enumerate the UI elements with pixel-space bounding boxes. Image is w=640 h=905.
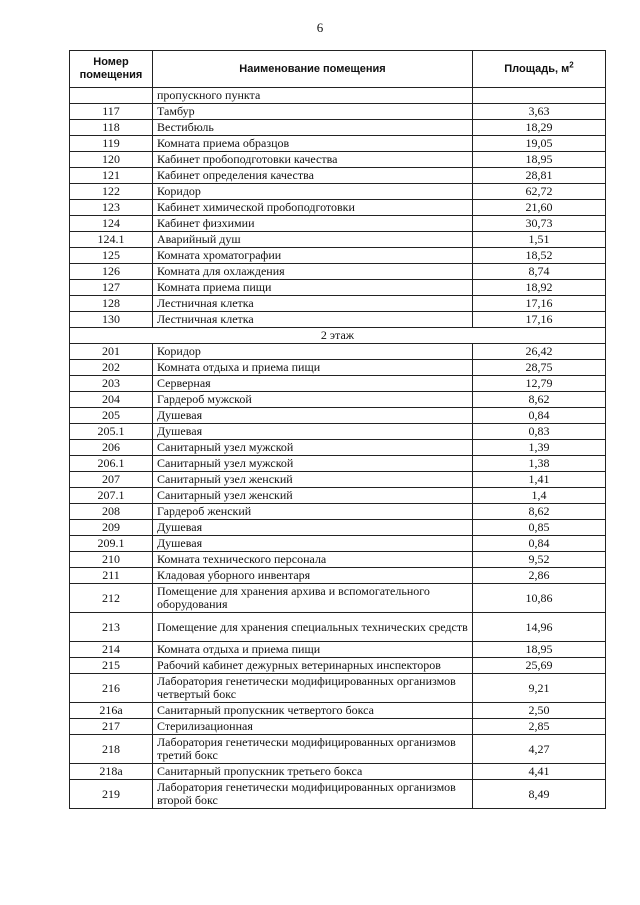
floor-section-row	[70, 328, 606, 344]
room-area-cell: 17,16	[473, 312, 606, 328]
table-row	[70, 488, 606, 504]
room-name-cell: Комната технического персонала	[153, 552, 473, 568]
table-row	[70, 344, 606, 360]
table-row	[70, 642, 606, 658]
table-row	[70, 360, 606, 376]
room-name-cell: Санитарный узел женский	[153, 488, 473, 504]
room-name-cell: Рабочий кабинет дежурных ветеринарных инспекторов	[153, 658, 473, 674]
room-area-cell: 10,86	[473, 584, 606, 613]
room-name-cell: Коридор	[153, 344, 473, 360]
table-row	[70, 613, 606, 642]
room-area-cell: 4,27	[473, 735, 606, 764]
table-row	[70, 703, 606, 719]
table-row	[70, 200, 606, 216]
room-name-cell: Душевая	[153, 520, 473, 536]
room-area-cell: 17,16	[473, 296, 606, 312]
room-name-cell: Комната приема образцов	[153, 136, 473, 152]
room-number-cell: 205	[70, 408, 153, 424]
table-row	[70, 376, 606, 392]
room-name-cell: Лаборатория генетически модифицированных организмов третий бокс	[153, 735, 473, 764]
room-area-cell: 18,95	[473, 642, 606, 658]
room-number-cell: 218	[70, 735, 153, 764]
room-number-cell: 202	[70, 360, 153, 376]
room-number-cell: 130	[70, 312, 153, 328]
room-number-cell: 215	[70, 658, 153, 674]
room-number-cell: 201	[70, 344, 153, 360]
room-name-cell: Помещение для хранения архива и вспомогательного оборудования	[153, 584, 473, 613]
room-area-cell: 8,62	[473, 504, 606, 520]
room-number-cell: 207.1	[70, 488, 153, 504]
room-name-cell: Кабинет химической пробоподготовки	[153, 200, 473, 216]
room-name-cell: Гардероб мужской	[153, 392, 473, 408]
table-row	[70, 520, 606, 536]
rooms-table	[69, 50, 606, 809]
room-name-cell: Санитарный пропускник третьего бокса	[153, 764, 473, 780]
table-row	[70, 296, 606, 312]
room-name-cell: Санитарный пропускник четвертого бокса	[153, 703, 473, 719]
room-name-cell: Серверная	[153, 376, 473, 392]
table-row	[70, 658, 606, 674]
room-number-cell: 205.1	[70, 424, 153, 440]
room-number-cell: 218а	[70, 764, 153, 780]
header-area	[473, 51, 606, 88]
room-name-cell: Душевая	[153, 536, 473, 552]
room-name-cell: Комната отдыха и приема пищи	[153, 642, 473, 658]
floor-2-title: 2 этаж	[70, 328, 606, 344]
room-number-cell: 208	[70, 504, 153, 520]
room-area-cell: 9,52	[473, 552, 606, 568]
table-row	[70, 216, 606, 232]
table-row	[70, 408, 606, 424]
table-row	[70, 440, 606, 456]
room-area-cell: 2,50	[473, 703, 606, 719]
continuation-area-cell	[473, 88, 606, 104]
room-number-cell: 209	[70, 520, 153, 536]
room-number-cell: 123	[70, 200, 153, 216]
room-area-cell: 9,21	[473, 674, 606, 703]
room-name-cell: Кладовая уборного инвентаря	[153, 568, 473, 584]
room-area-cell: 0,84	[473, 536, 606, 552]
table-row	[70, 168, 606, 184]
room-number-cell: 127	[70, 280, 153, 296]
room-area-cell: 18,52	[473, 248, 606, 264]
table-row	[70, 184, 606, 200]
room-number-cell: 209.1	[70, 536, 153, 552]
room-number-cell: 216а	[70, 703, 153, 719]
room-number-cell: 117	[70, 104, 153, 120]
room-number-cell: 207	[70, 472, 153, 488]
room-area-cell: 1,38	[473, 456, 606, 472]
room-number-cell: 124.1	[70, 232, 153, 248]
room-name-cell: Душевая	[153, 408, 473, 424]
room-number-cell: 124	[70, 216, 153, 232]
table-row	[70, 780, 606, 809]
table-row	[70, 312, 606, 328]
room-area-cell: 25,69	[473, 658, 606, 674]
room-area-cell: 18,92	[473, 280, 606, 296]
room-area-cell: 26,42	[473, 344, 606, 360]
room-number-cell: 203	[70, 376, 153, 392]
room-name-cell: Санитарный узел женский	[153, 472, 473, 488]
room-area-cell: 18,29	[473, 120, 606, 136]
table-row	[70, 248, 606, 264]
room-area-cell: 21,60	[473, 200, 606, 216]
room-name-cell: Лаборатория генетически модифицированных организмов второй бокс	[153, 780, 473, 809]
table-row	[70, 424, 606, 440]
room-name-cell: Комната для охлаждения	[153, 264, 473, 280]
table-row	[70, 264, 606, 280]
room-name-cell: Аварийный душ	[153, 232, 473, 248]
room-name-cell: Санитарный узел мужской	[153, 456, 473, 472]
room-area-cell: 0,83	[473, 424, 606, 440]
table-row	[70, 584, 606, 613]
room-name-cell: Тамбур	[153, 104, 473, 120]
room-name-cell: Коридор	[153, 184, 473, 200]
room-area-cell: 1,51	[473, 232, 606, 248]
table-row	[70, 764, 606, 780]
table-row	[70, 392, 606, 408]
room-area-cell: 30,73	[473, 216, 606, 232]
table-row	[70, 568, 606, 584]
room-number-cell: 206.1	[70, 456, 153, 472]
room-area-cell: 1,4	[473, 488, 606, 504]
room-area-cell: 8,74	[473, 264, 606, 280]
room-area-cell: 28,81	[473, 168, 606, 184]
room-area-cell: 0,84	[473, 408, 606, 424]
room-name-cell: Стерилизационная	[153, 719, 473, 735]
table-row	[70, 472, 606, 488]
table-body	[70, 88, 606, 809]
table-row	[70, 552, 606, 568]
table-row	[70, 674, 606, 703]
room-area-cell: 8,62	[473, 392, 606, 408]
room-number-cell: 214	[70, 642, 153, 658]
table-row	[70, 152, 606, 168]
room-name-cell: Помещение для хранения специальных технических средств	[153, 613, 473, 642]
room-number-cell: 216	[70, 674, 153, 703]
table-row	[70, 136, 606, 152]
room-area-cell: 3,63	[473, 104, 606, 120]
room-name-cell: Лестничная клетка	[153, 296, 473, 312]
room-area-cell: 2,86	[473, 568, 606, 584]
room-number-cell: 217	[70, 719, 153, 735]
room-number-cell: 119	[70, 136, 153, 152]
header-area-label: Площадь, м	[504, 62, 570, 75]
room-number-cell: 210	[70, 552, 153, 568]
room-name-cell: Кабинет физхимии	[153, 216, 473, 232]
table-row	[70, 456, 606, 472]
room-name-cell: Санитарный узел мужской	[153, 440, 473, 456]
room-number-cell: 206	[70, 440, 153, 456]
table-row	[70, 232, 606, 248]
table-row	[70, 504, 606, 520]
room-number-cell: 126	[70, 264, 153, 280]
table-row	[70, 536, 606, 552]
room-area-cell: 28,75	[473, 360, 606, 376]
room-name-cell: Комната приема пищи	[153, 280, 473, 296]
table-row	[70, 104, 606, 120]
header-room-number: Номер помещения	[70, 51, 153, 88]
room-number-cell: 122	[70, 184, 153, 200]
header-area-superscript: 2	[569, 59, 574, 69]
room-name-cell: Душевая	[153, 424, 473, 440]
page-number: 6	[316, 20, 324, 35]
room-name-cell: Кабинет определения качества	[153, 168, 473, 184]
room-name-cell: Лаборатория генетически модифицированных организмов четвертый бокс	[153, 674, 473, 703]
room-area-cell: 62,72	[473, 184, 606, 200]
room-area-cell: 14,96	[473, 613, 606, 642]
table-row	[70, 120, 606, 136]
continuation-row	[70, 88, 606, 104]
room-name-cell: Вестибюль	[153, 120, 473, 136]
header-room-name: Наименование помещения	[153, 51, 473, 88]
room-area-cell: 0,85	[473, 520, 606, 536]
continuation-name-cell: пропускного пункта	[153, 88, 473, 104]
room-number-cell: 118	[70, 120, 153, 136]
room-name-cell: Комната хроматографии	[153, 248, 473, 264]
room-name-cell: Комната отдыха и приема пищи	[153, 360, 473, 376]
table-row	[70, 735, 606, 764]
table-row	[70, 280, 606, 296]
room-area-cell: 2,85	[473, 719, 606, 735]
room-name-cell: Лестничная клетка	[153, 312, 473, 328]
room-number-cell: 121	[70, 168, 153, 184]
room-number-cell: 204	[70, 392, 153, 408]
room-number-cell: 120	[70, 152, 153, 168]
room-area-cell: 8,49	[473, 780, 606, 809]
room-name-cell: Гардероб женский	[153, 504, 473, 520]
room-number-cell: 125	[70, 248, 153, 264]
room-number-cell: 219	[70, 780, 153, 809]
room-number-cell: 213	[70, 613, 153, 642]
room-number-cell: 128	[70, 296, 153, 312]
continuation-num-cell	[70, 88, 153, 104]
room-area-cell: 19,05	[473, 136, 606, 152]
room-name-cell: Кабинет пробоподготовки качества	[153, 152, 473, 168]
room-area-cell: 1,39	[473, 440, 606, 456]
room-area-cell: 1,41	[473, 472, 606, 488]
table-row	[70, 719, 606, 735]
room-number-cell: 211	[70, 568, 153, 584]
table-header-row	[70, 51, 606, 88]
room-area-cell: 12,79	[473, 376, 606, 392]
room-area-cell: 18,95	[473, 152, 606, 168]
room-number-cell: 212	[70, 584, 153, 613]
room-area-cell: 4,41	[473, 764, 606, 780]
